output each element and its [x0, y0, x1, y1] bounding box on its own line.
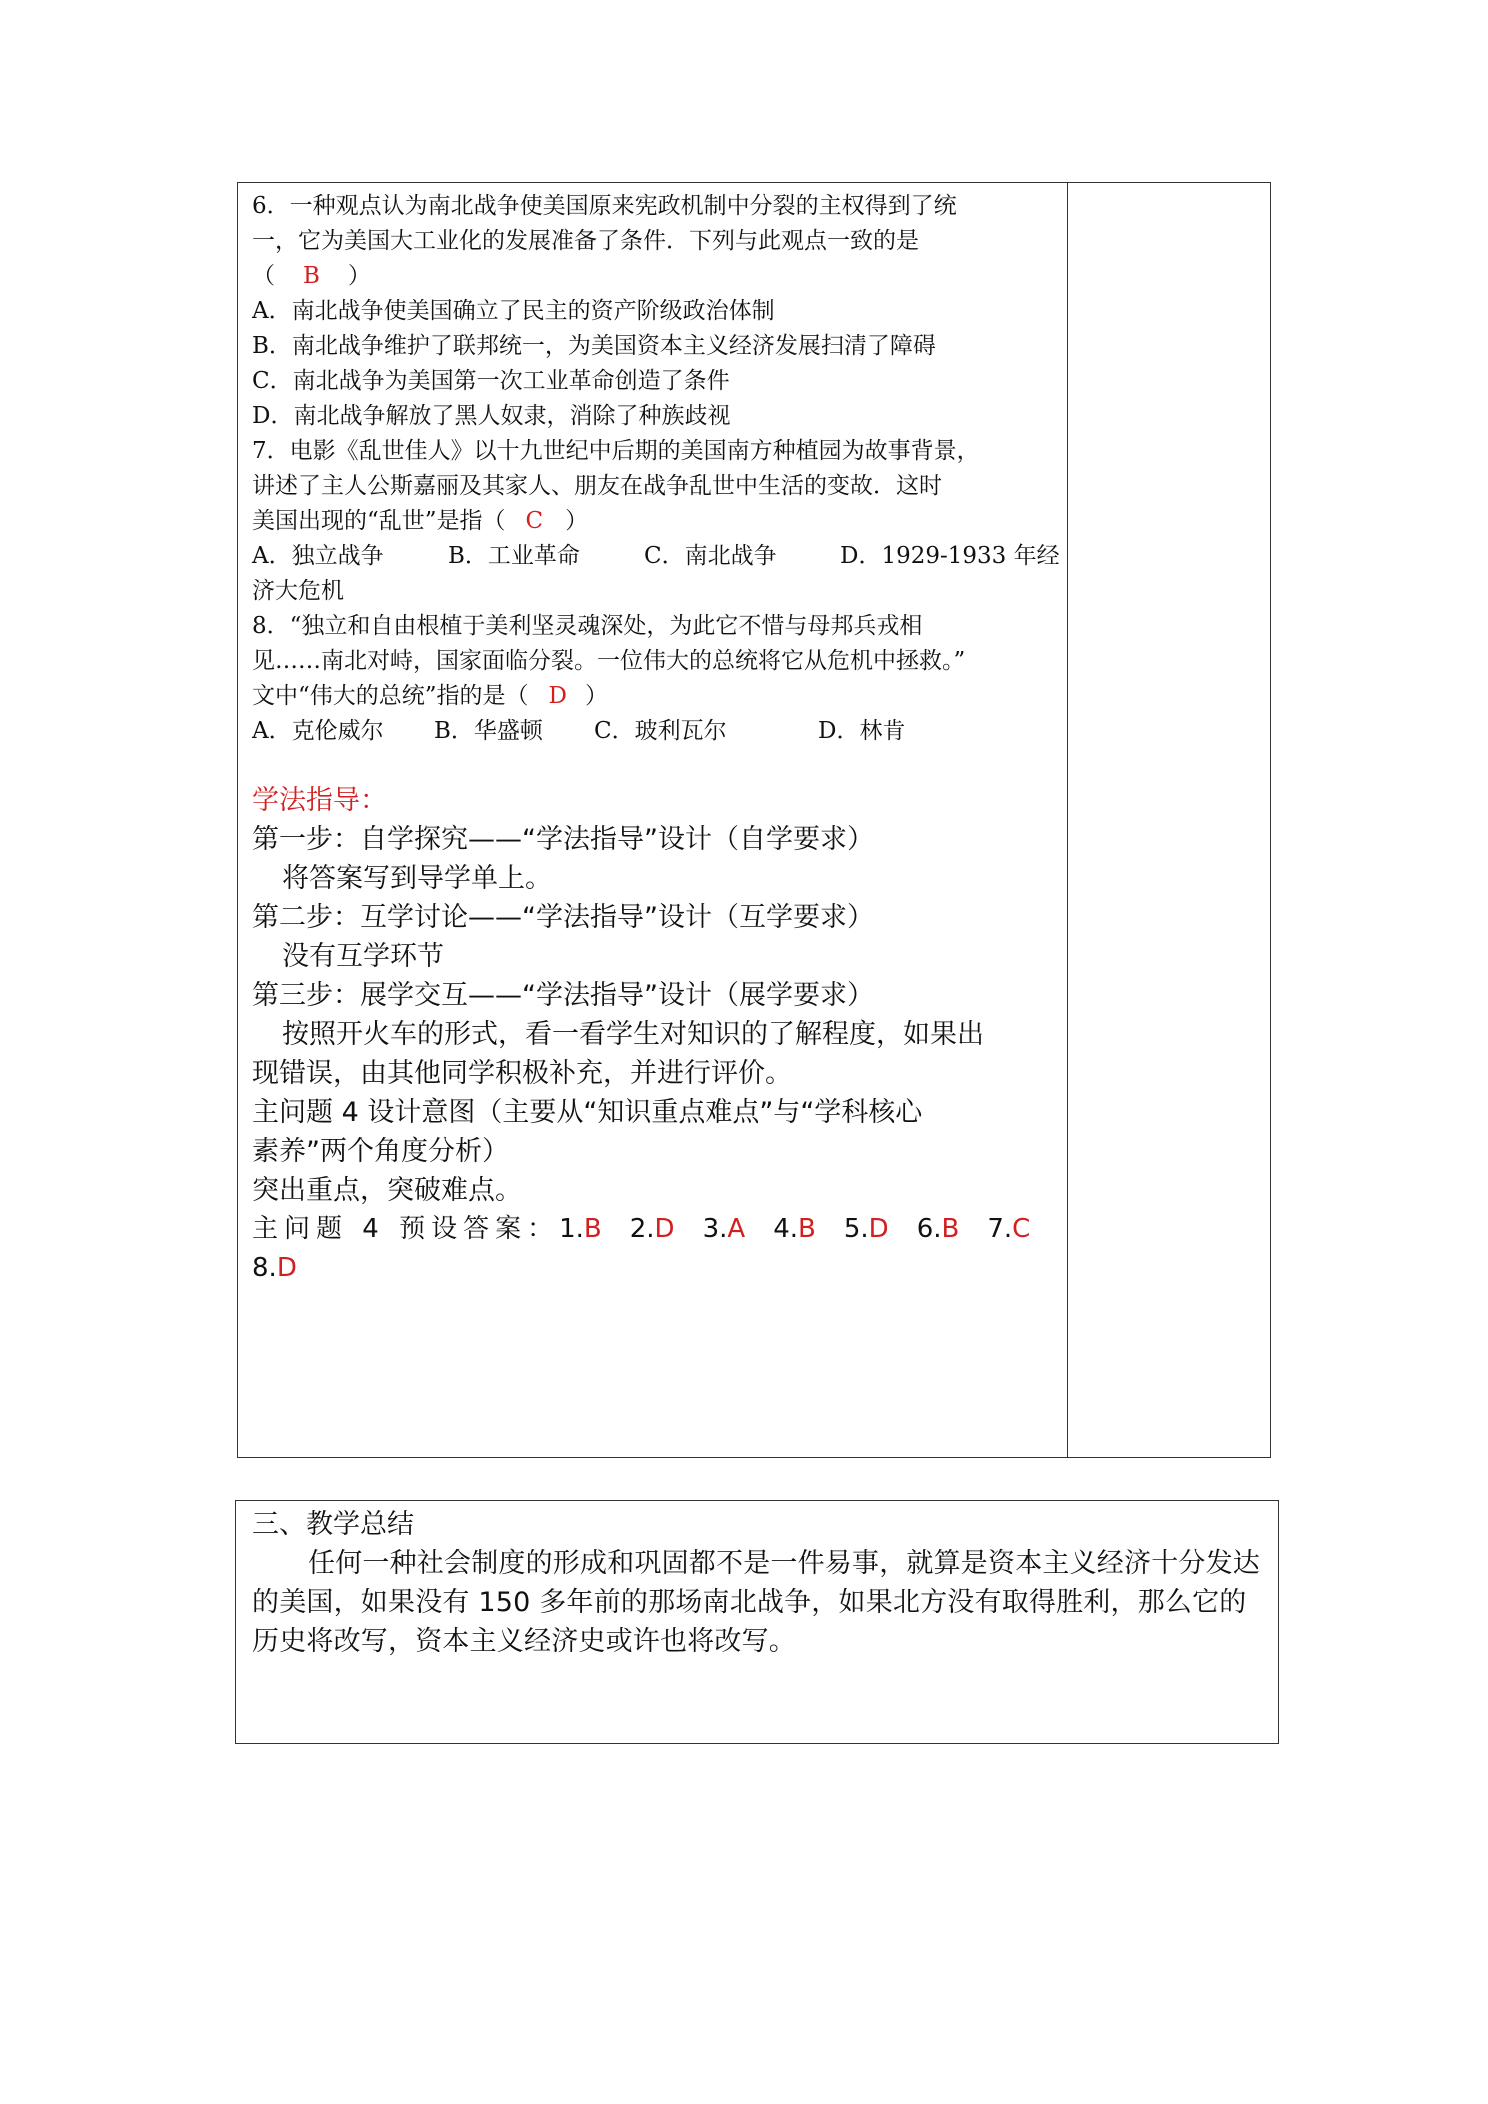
step-3-text-line1: 按照开火车的形式，看一看学生对知识的了解程度，如果出: [282, 1019, 984, 1050]
q6-option-d: D．南北战争解放了黑人奴隶，消除了种族歧视: [252, 403, 731, 429]
study-guide-title: 学法指导：: [252, 785, 387, 816]
preset-answer-number: 7.: [987, 1214, 1013, 1244]
lesson-table: [237, 182, 1271, 1458]
q8-option-a: A．克伦威尔: [252, 718, 384, 744]
q6-option-a: A．南北战争使美国确立了民主的资产阶级政治体制: [252, 298, 775, 324]
q6-stem-line1: 6．一种观点认为南北战争使美国原来宪政机制中分裂的主权得到了统: [252, 193, 957, 219]
preset-answer-number: 5.: [843, 1214, 869, 1244]
step-3-heading: 第三步：展学交互——“学法指导”设计（展学要求）: [252, 980, 874, 1011]
q6-option-c: C．南北战争为美国第一次工业革命创造了条件: [252, 368, 730, 394]
q7-answer: C: [525, 508, 544, 534]
q7-options: [252, 539, 1062, 574]
preset-answer-value: D: [868, 1214, 889, 1244]
q8-option-d: D．林肯: [818, 718, 906, 744]
q7-option-a: A．独立战争: [252, 543, 384, 569]
summary-heading: 三、教学总结: [252, 1509, 414, 1540]
q7-stem-line3: 美国出现的“乱世”是指（ C ）: [252, 508, 589, 534]
question-7: [252, 434, 1062, 609]
preset-answer-item: [252, 1249, 297, 1288]
preset-answer-value: B: [798, 1214, 816, 1244]
preset-answer-value: D: [276, 1253, 297, 1283]
q7-option-b: B．工业革命: [448, 543, 580, 569]
preset-answer-value: A: [727, 1214, 746, 1244]
step-1-heading: 第一步：自学探究——“学法指导”设计（自学要求）: [252, 824, 874, 855]
preset-answers: [252, 1210, 1062, 1288]
q7-stem-line2: 讲述了主人公斯嘉丽及其家人、朋友在战争乱世中生活的变故．这时: [252, 473, 942, 499]
preset-answer-number: 6.: [916, 1214, 942, 1244]
q8-options: [252, 714, 1062, 749]
column-divider: [1067, 183, 1068, 1457]
q7-option-d: D．1929-1933 年经: [840, 543, 1060, 569]
q6-answer-line: （ B ）: [252, 263, 371, 289]
q8-stem-line2: 见……南北对峙，国家面临分裂。一位伟大的总统将它从危机中拯救。”: [252, 648, 966, 674]
q8-option-c: C．玻利瓦尔: [594, 718, 727, 744]
question-6: [252, 189, 1062, 434]
design-intent-line2: 素养”两个角度分析）: [252, 1136, 509, 1167]
step-2-text: 没有互学环节: [282, 941, 444, 972]
q7-option-d-cont: 济大危机: [252, 578, 344, 604]
q8-answer: D: [548, 683, 567, 709]
study-guide: [252, 781, 1062, 1210]
q7-option-c: C．南北战争: [644, 543, 777, 569]
design-intent-line1: 主问题 4 设计意图（主要从“知识重点难点”与“学科核心: [252, 1097, 923, 1128]
preset-answer-item: [630, 1210, 675, 1249]
q6-answer: B: [303, 263, 320, 289]
design-intent-text: 突出重点，突破难点。: [252, 1175, 522, 1206]
preset-answer-item: [844, 1210, 889, 1249]
q7-stem-line1: 7．电影《乱世佳人》以十九世纪中后期的美国南方种植园为故事背景，: [252, 438, 980, 464]
preset-answer-number: 2.: [629, 1214, 655, 1244]
question-8: [252, 609, 1062, 749]
step-2-heading: 第二步：互学讨论——“学法指导”设计（互学要求）: [252, 902, 874, 933]
preset-answer-value: D: [654, 1214, 675, 1244]
q6-stem-line2: 一，它为美国大工业化的发展准备了条件．下列与此观点一致的是: [252, 228, 919, 254]
summary-body: 任何一种社会制度的形成和巩固都不是一件易事，就算是资本主义经济十分发达的美国，如果没有 150 多年前的那场南北战争，如果北方没有取得胜利，那么它的历史将改写，资本主义经济史或许也将改写。: [252, 1548, 1260, 1657]
preset-answer-item: [559, 1210, 602, 1249]
preset-answers-label: 主问题 4 预设答案：: [252, 1214, 560, 1244]
preset-answer-item: [773, 1210, 816, 1249]
q8-stem-line3: 文中“伟大的总统”指的是（ D ）: [252, 683, 608, 709]
q6-option-b: B．南北战争维护了联邦统一，为美国资本主义经济发展扫清了障碍: [252, 333, 936, 359]
content-cell: [252, 189, 1062, 1288]
step-3-text-line2: 现错误，由其他同学积极补充，并进行评价。: [252, 1058, 792, 1089]
preset-answer-number: 1.: [559, 1214, 584, 1244]
preset-answer-value: C: [1012, 1214, 1031, 1244]
q8-stem-line1: 8．“独立和自由根植于美利坚灵魂深处，为此它不惜与母邦兵戎相: [252, 613, 923, 639]
preset-answer-number: 3.: [702, 1214, 728, 1244]
teaching-summary: [252, 1505, 1266, 1661]
summary-table: [235, 1500, 1279, 1744]
preset-answer-item: [703, 1210, 746, 1249]
q8-option-b: B．华盛顿: [434, 718, 543, 744]
preset-answer-value: B: [941, 1214, 960, 1244]
preset-answer-number: 4.: [773, 1214, 798, 1244]
preset-answer-value: B: [583, 1214, 602, 1244]
preset-answer-item: [987, 1210, 1030, 1249]
step-1-text: 将答案写到导学单上。: [282, 863, 552, 894]
preset-answer-number: 8.: [252, 1253, 277, 1283]
preset-answer-item: [917, 1210, 960, 1249]
